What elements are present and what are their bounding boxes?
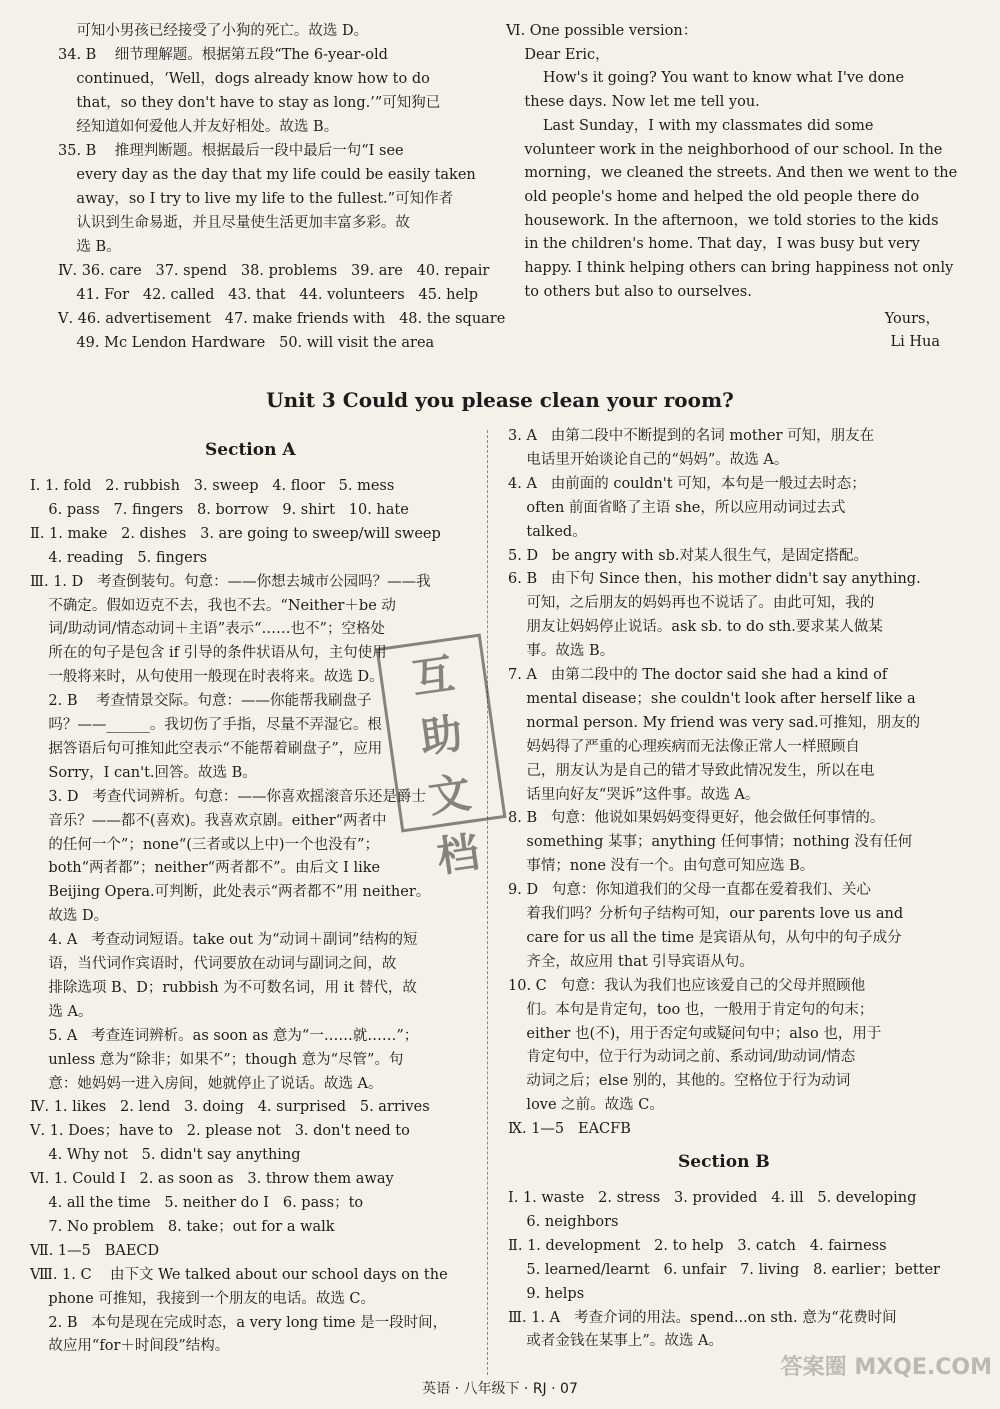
text-line: Ⅴ. 46. advertisement 47. make friends with 48. the square bbox=[58, 311, 506, 327]
text-line: in the children's home. That day，I was busy but very bbox=[506, 236, 920, 253]
text-line: Ⅷ. 1. C 由下文 We talked about our school days on the bbox=[30, 1266, 448, 1283]
column-divider bbox=[487, 430, 488, 1375]
text-line: old people's home and helped the old people there do bbox=[506, 188, 920, 205]
text-line: Ⅵ. 1. Could I 2. as soon as 3. throw them away bbox=[30, 1171, 394, 1188]
text-line: 一般将来时，从句使用一般现在时表将来。故选 D。 bbox=[30, 669, 384, 686]
text-line: 电话里开始谈论自己的“妈妈”。故选 A。 bbox=[508, 451, 789, 468]
page-footer: 英语 · 八年级下 · RJ · 07 bbox=[422, 1381, 578, 1397]
text-line: 故应用“for＋时间段”结构。 bbox=[30, 1338, 230, 1355]
text-line: Sorry，I can't.回答。故选 B。 bbox=[30, 764, 257, 781]
text-line: either 也(不)，用于否定句或疑问句中；also 也，用于 bbox=[508, 1025, 882, 1042]
unit-title: Unit 3 Could you please clean your room? bbox=[266, 388, 734, 412]
text-line: 49. Mc Lendon Hardware 50. will visit the area bbox=[58, 335, 435, 351]
text-line: Ⅳ. 36. care 37. spend 38. problems 39. are 40. repair bbox=[58, 263, 490, 279]
text-line: 齐全，故应用 that 引导宾语从句。 bbox=[508, 953, 754, 970]
text-line: 排除选项 B、D；rubbish 为不可数名词，用 it 替代，故 bbox=[30, 979, 417, 996]
text-line: happy. I think helping others can bring happiness not only bbox=[506, 260, 954, 276]
text-line: 10. C 句意：我认为我们也应该爱自己的父母并照顾他 bbox=[508, 977, 866, 994]
stamp-char: 档 bbox=[433, 827, 483, 882]
stamp-char: 文 bbox=[425, 767, 474, 823]
text-line: Last Sunday，I with my classmates did some bbox=[506, 117, 874, 134]
text-line: 故选 D。 bbox=[30, 908, 109, 925]
text-line: 事情；none 没有一个。由句意可知应选 B。 bbox=[508, 858, 815, 875]
text-line: Ⅲ. 1. A 考查介词的用法。spend...on sth. 意为“花费时间 bbox=[508, 1309, 897, 1326]
text-line: Ⅲ. 1. D 考查倒装句。句意：——你想去城市公园吗？——我 bbox=[30, 573, 431, 590]
text-line: Ⅵ. One possible version： bbox=[506, 23, 698, 39]
text-line: Ⅰ. 1. fold 2. rubbish 3. sweep 4. floor 5. mess bbox=[30, 478, 395, 494]
text-line: 9. D 句意：你知道我们的父母一直都在爱着我们、关心 bbox=[508, 882, 871, 899]
text-line: 4. A 考查动词短语。take out 为“动词＋副词”结构的短 bbox=[30, 932, 418, 949]
text-line: Ⅰ. 1. waste 2. stress 3. provided 4. ill 5. developing bbox=[508, 1190, 917, 1206]
text-line: that，so they don't have to stay as long.’”可知狗已 bbox=[58, 95, 441, 111]
text-line: 意：她妈妈一进入房间，她就停止了说话。故选 A。 bbox=[30, 1075, 383, 1092]
section-b-heading: Section B bbox=[678, 1152, 770, 1172]
text-line: Ⅳ. 1. likes 2. lend 3. doing 4. surprised 5. arrives bbox=[30, 1099, 430, 1116]
text-line: 肯定句中，位于行为动词之前、系动词/助动词/情态 bbox=[508, 1049, 856, 1066]
text-line: Ⅱ. 1. development 2. to help 3. catch 4. fairness bbox=[508, 1237, 887, 1254]
text-line: 4. A 由前面的 couldn't 可知，本句是一般过去时态； bbox=[508, 475, 866, 492]
text-line: 据答语后句可推知此空表示“不能帮着刷盘子”，应用 bbox=[30, 740, 383, 757]
text-line: 己，朋友认为是自己的错才导致此情况发生，所以在电 bbox=[508, 762, 875, 779]
text-line: 34. B 细节理解题。根据第五段“The 6-year-old bbox=[58, 47, 388, 63]
text-line: 可知，之后朋友的妈妈再也不说话了。由此可知，我的 bbox=[508, 595, 875, 612]
text-line: 动词之后；else 别的，其他的。空格位于行为动词 bbox=[508, 1073, 851, 1090]
text-line: every day as the day that my life could be easily taken bbox=[58, 167, 476, 183]
text-line: volunteer work in the neighborhood of our school. In the bbox=[506, 141, 943, 158]
text-line: 们。本句是肯定句，too 也，一般用于肯定句的句末； bbox=[508, 1001, 874, 1018]
text-line: 朋友让妈妈停止说话。ask sb. to do sth.要求某人做某 bbox=[508, 619, 883, 636]
text-line: 7. A 由第二段中的 The doctor said she had a kind of bbox=[508, 667, 888, 683]
text-line: Ⅶ. 1—5 BAECD bbox=[30, 1242, 160, 1259]
text-line: 话里向好友“哭诉”这件事。故选 A。 bbox=[508, 786, 760, 803]
text-line: 5. learned/learnt 6. unfair 7. living 8. earlier；better bbox=[508, 1261, 940, 1278]
text-line: 6. B 由下句 Since then，his mother didn't say anything. bbox=[508, 571, 921, 588]
text-line: 选 B。 bbox=[58, 239, 121, 255]
text-line: 4. Why not 5. didn't say anything bbox=[30, 1147, 301, 1164]
text-line: something 某事；anything 任何事情；nothing 没有任何 bbox=[508, 834, 913, 851]
text-line: 4. reading 5. fingers bbox=[30, 549, 208, 566]
text-line: 6. neighbors bbox=[508, 1213, 619, 1230]
text-line: 5. D be angry with sb.对某人很生气，是固定搭配。 bbox=[508, 547, 869, 564]
text-line: unless 意为“除非；如果不”；though 意为“尽管”。句 bbox=[30, 1051, 404, 1068]
text-line: 或者金钱在某事上”。故选 A。 bbox=[508, 1333, 723, 1350]
text-line: love 之前。故选 C。 bbox=[508, 1097, 664, 1114]
text-line: Ⅸ. 1—5 EACFB bbox=[508, 1121, 631, 1138]
section-a-heading: Section A bbox=[205, 440, 296, 460]
text-line: Dear Eric， bbox=[506, 46, 610, 63]
text-line: 8. B 句意：他说如果妈妈变得更好，他会做任何事情的。 bbox=[508, 810, 885, 827]
text-line: Ⅱ. 1. make 2. dishes 3. are going to sweep/will sweep bbox=[30, 525, 441, 542]
text-line: 认识到生命易逝，并且尽量使生活更加丰富多彩。故 bbox=[58, 215, 410, 231]
text-line: both“两者都”；neither“两者都不”。由后文 I like bbox=[30, 860, 381, 877]
text-line: 不确定。假如迈克不去，我也不去。“Neither＋be 动 bbox=[30, 597, 396, 614]
text-line: care for us all the time 是宾语从句，从句中的句子成分 bbox=[508, 929, 902, 946]
text-line: 7. No problem 8. take；out for a walk bbox=[30, 1218, 335, 1235]
text-line: often 前面省略了主语 she，所以应用动词过去式 bbox=[508, 499, 846, 516]
sign-off-yours: Yours， bbox=[884, 311, 940, 327]
text-line: 2. B 考查情景交际。句意：——你能帮我刷盘子 bbox=[30, 693, 372, 710]
text-line: 4. all the time 5. neither do I 6. pass；to bbox=[30, 1195, 364, 1211]
text-line: 妈妈得了严重的心理疾病而无法像正常人一样照顾自 bbox=[508, 738, 860, 755]
text-line: housework. In the afternoon，we told stories to the kids bbox=[506, 212, 939, 229]
text-line: Ⅴ. 1. Does；have to 2. please not 3. don't need to bbox=[30, 1123, 410, 1140]
text-line: mental disease；she couldn't look after herself like a bbox=[508, 690, 916, 707]
text-line: 事。故选 B。 bbox=[508, 643, 615, 660]
text-line: 选 A。 bbox=[30, 1003, 93, 1020]
text-line: 3. D 考查代词辨析。句意：——你喜欢摇滚音乐还是爵士 bbox=[30, 788, 426, 805]
text-line: to others but also to ourselves. bbox=[506, 283, 752, 300]
text-line: talked。 bbox=[508, 523, 587, 540]
text-line: morning，we cleaned the streets. And then we went to the bbox=[506, 165, 958, 182]
text-line: How's it going? You want to know what I've done bbox=[506, 70, 905, 87]
text-line: 2. B 本句是现在完成时态，a very long time 是一段时间， bbox=[30, 1314, 448, 1331]
text-line: 吗？——______。我切伤了手指，尽量不弄湿它。根 bbox=[30, 717, 382, 733]
text-line: 着我们吗？分析句子结构可知，our parents love us and bbox=[508, 906, 904, 922]
text-line: continued，‘Well，dogs already know how to do bbox=[58, 71, 430, 87]
text-line: phone 可推知，我接到一个朋友的电话。故选 C。 bbox=[30, 1290, 376, 1307]
text-line: 41. For 42. called 43. that 44. volunteers 45. help bbox=[58, 287, 478, 303]
text-line: these days. Now let me tell you. bbox=[506, 94, 760, 111]
text-line: 可知小男孩已经接受了小狗的死亡。故选 D。 bbox=[58, 23, 369, 39]
text-line: 35. B 推理判断题。根据最后一段中最后一句“I see bbox=[58, 143, 404, 159]
stamp-char: 互 bbox=[408, 648, 458, 704]
text-line: 经知道如何爱他人并友好相处。故选 B。 bbox=[58, 119, 339, 135]
text-line: away，so I try to live my life to the fullest.”可知作者 bbox=[58, 191, 454, 207]
text-line: 5. A 考查连词辨析。as soon as 意为“一……就……”； bbox=[30, 1027, 419, 1044]
text-line: 语，当代词作宾语时，代词要放在动词与副词之间，故 bbox=[30, 956, 397, 972]
site-watermark: 答案圈 MXQE.COM bbox=[780, 1355, 992, 1380]
text-line: 词/助动词/情态动词＋主语”表示“……也不”；空格处 bbox=[30, 621, 385, 638]
text-line: 6. pass 7. fingers 8. borrow 9. shirt 10. hate bbox=[30, 501, 409, 518]
stamp-char: 助 bbox=[417, 708, 466, 763]
text-line: 3. A 由第二段中不断提到的名词 mother 可知，朋友在 bbox=[508, 428, 875, 444]
text-line: 所在的句子是包含 if 引导的条件状语从句，主句使用 bbox=[30, 645, 387, 662]
text-line: 的任何一个”；none“(三者或以上中)一个也没有”； bbox=[30, 836, 379, 853]
sign-off-name: Li Hua bbox=[890, 334, 940, 350]
text-line: normal person. My friend was very sad.可推知，朋友的 bbox=[508, 714, 921, 731]
text-line: 音乐？——都不(喜欢)。我喜欢京剧。either“两者中 bbox=[30, 812, 387, 829]
text-line: 9. helps bbox=[508, 1285, 585, 1302]
text-line: Beijing Opera.可判断，此处表示“两者都不”用 neither。 bbox=[30, 884, 431, 901]
